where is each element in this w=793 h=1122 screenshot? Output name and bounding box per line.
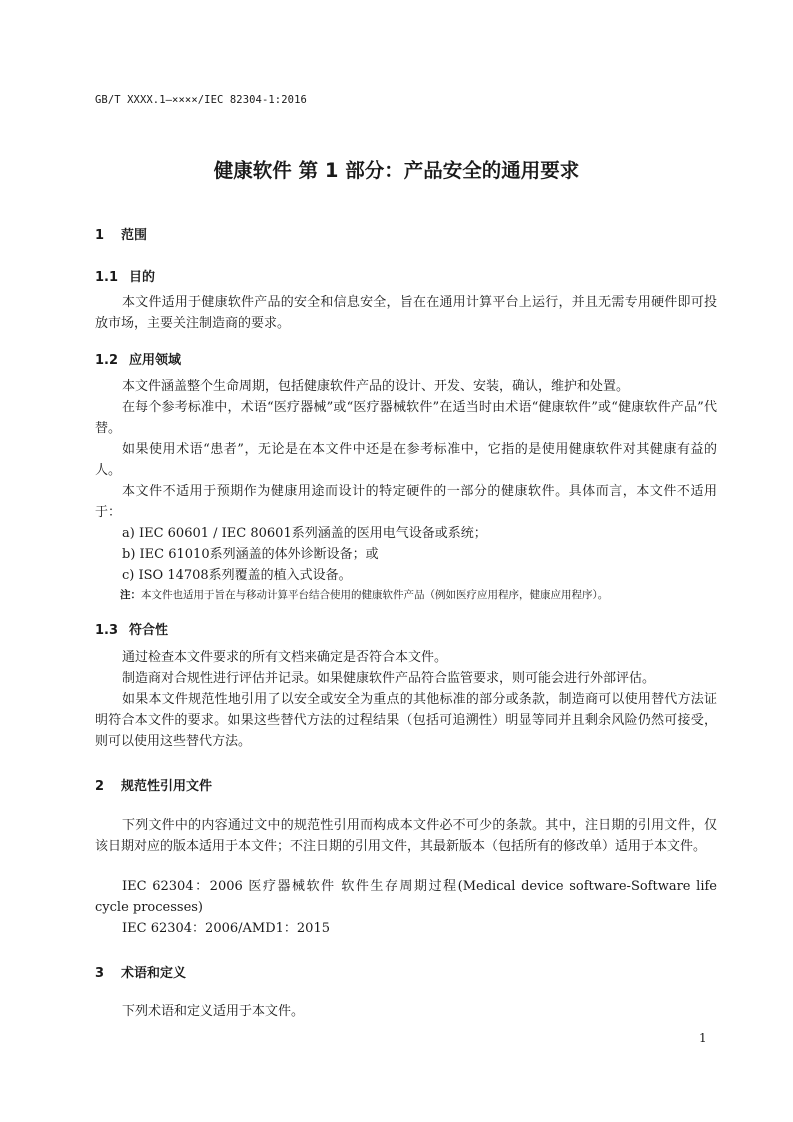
- document-code: GB/T XXXX.1—××××/IEC 82304-1:2016: [95, 94, 307, 106]
- section-3-heading: [95, 962, 186, 981]
- paragraph: 本文件涵盖整个生命周期，包括健康软件产品的设计、开发、安装，确认，维护和处置。: [122, 379, 630, 394]
- page-number: 1: [699, 1031, 707, 1045]
- section-number: 2: [95, 779, 105, 794]
- paragraph: 下列术语和定义适用于本文件。: [122, 1004, 305, 1019]
- section-title: 应用领域: [129, 353, 182, 368]
- section-2-heading: [95, 775, 212, 794]
- section-number: 1.3: [95, 623, 119, 638]
- paragraph: 制造商对合规性进行评估并记录。如果健康软件产品符合监管要求，则可能会进行外部评估。: [122, 671, 656, 686]
- section-number: 1.1: [95, 270, 119, 285]
- note-label: 注：: [120, 589, 141, 601]
- section-title: 范围: [121, 228, 148, 243]
- paragraph: 如果使用术语“患者”，无论是在本文件中还是在参考标准中，它指的是使用健康软件对其健康有益的人。: [95, 442, 717, 478]
- list-item: c) ISO 14708系列覆盖的植入式设备。: [122, 568, 352, 583]
- section-1-2-heading: [95, 349, 181, 368]
- section-title: 目的: [129, 270, 156, 285]
- section-number: 3: [95, 966, 105, 981]
- section-title: 符合性: [129, 623, 169, 638]
- section-1-heading: [95, 224, 147, 243]
- document-title: 健康软件 第 1 部分：产品安全的通用要求: [213, 159, 580, 182]
- paragraph: 在每个参考标准中，术语“医疗器械”或“医疗器械软件”在适当时由术语“健康软件”或“健康软件产品”代替。: [95, 400, 717, 436]
- reference-entry: IEC 62304：2006 医疗器械软件 软件生存周期过程(Medical device software-Software life cycle processes): [95, 879, 717, 915]
- paragraph: 本文件适用于健康软件产品的安全和信息安全，旨在在通用计算平台上运行，并且无需专用硬件即可投放市场，主要关注制造商的要求。: [95, 295, 717, 331]
- section-title: 术语和定义: [121, 966, 187, 981]
- section-1-3-heading: [95, 619, 168, 638]
- section-number: 1: [95, 228, 105, 243]
- note-text: 本文件也适用于旨在与移动计算平台结合使用的健康软件产品（例如医疗应用程序，健康应用程序）。: [141, 589, 609, 601]
- reference-entry: IEC 62304：2006/AMD1：2015: [122, 921, 331, 936]
- paragraph: 本文件不适用于预期作为健康用途而设计的特定硬件的一部分的健康软件。具体而言，本文件不适用于：: [95, 484, 717, 520]
- note: [120, 587, 608, 603]
- list-item: a) IEC 60601 / IEC 80601系列涵盖的医用电气设备或系统；: [122, 526, 487, 541]
- paragraph: 通过检查本文件要求的所有文档来确定是否符合本文件。: [122, 650, 448, 665]
- paragraph: 下列文件中的内容通过文中的规范性引用而构成本文件必不可少的条款。其中，注日期的引用文件，仅该日期对应的版本适用于本文件；不注日期的引用文件，其最新版本（包括所有的修改单）适用于本文件。: [95, 818, 717, 854]
- section-title: 规范性引用文件: [121, 779, 213, 794]
- section-1-1-heading: [95, 266, 155, 285]
- section-number: 1.2: [95, 353, 119, 368]
- list-item: b) IEC 61010系列涵盖的体外诊断设备；或: [122, 547, 379, 562]
- paragraph: 如果本文件规范性地引用了以安全或安全为重点的其他标准的部分或条款，制造商可以使用替代方法证明符合本文件的要求。如果这些替代方法的过程结果（包括可追溯性）明显等同并且剩余风险仍然可接受，则可以使用这些替代方法。: [95, 692, 717, 749]
